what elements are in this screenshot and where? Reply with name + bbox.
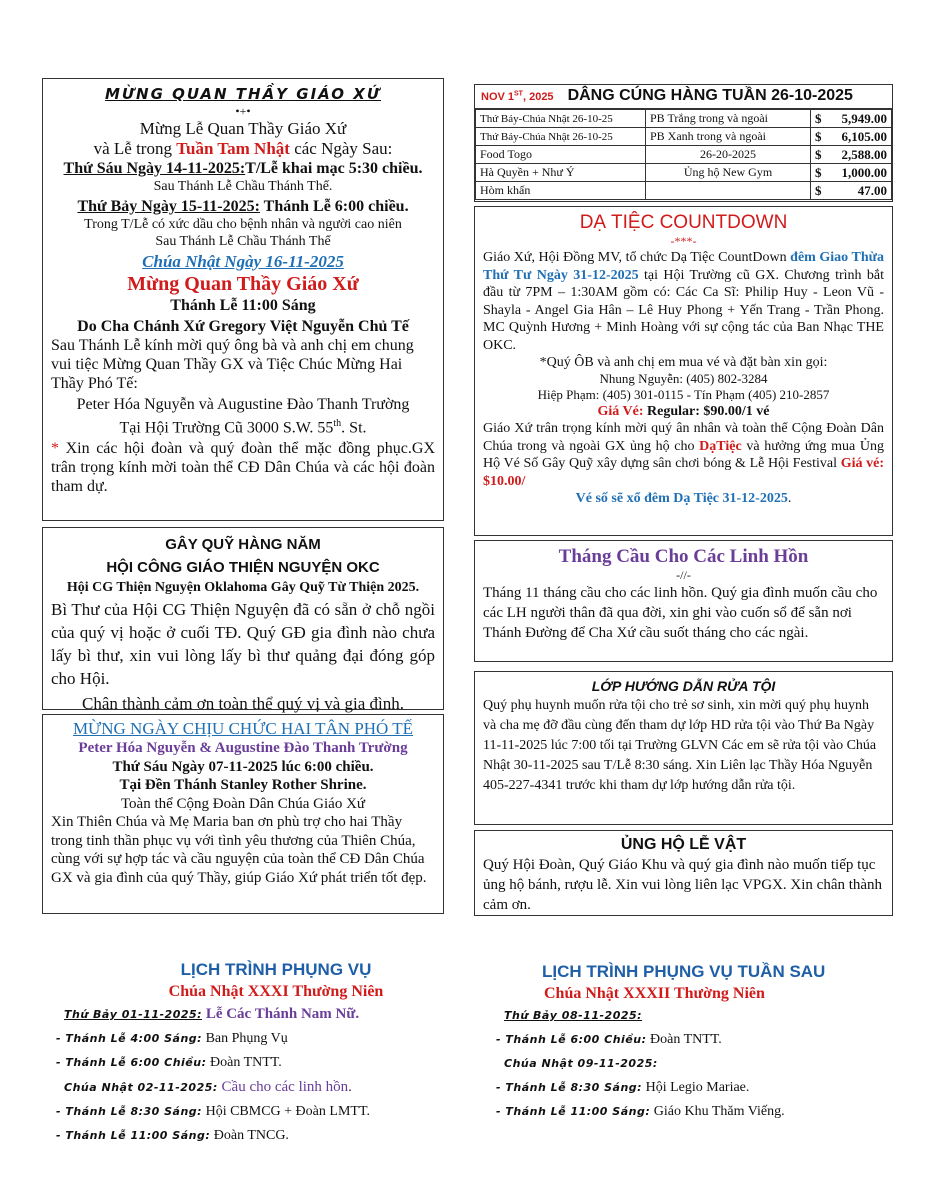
annual-fundraiser-box — [42, 527, 444, 713]
next-week-schedule — [496, 960, 906, 1124]
fundraiser-title: GÂY QUỸ HÀNG NĂM — [165, 536, 321, 553]
uniform-invite: * Xin các hội đoàn và quý đoàn thể mặc đồng phục.GX trân trọng kính mời toàn thể CĐ Dân Chúa và các hội đoàn tham dự. — [51, 439, 435, 495]
ordination-place: Tại Đền Thánh Stanley Rother Shrine. — [119, 777, 367, 793]
fundraiser-line: Hội CG Thiện Nguyện Oklahoma Gây Quỹ Từ Thiện 2025. — [66, 580, 420, 595]
fundraiser-thanks: Chân thành cảm ơn toàn thể quý vị và gia đình. — [81, 694, 404, 713]
table-row: Hòm khấn $ 47.00 — [476, 182, 892, 200]
after-mass-invite: Sau Thánh Lễ kính mời quý ông bà và anh chị em chung vui tiệc Mừng Quan Thầy GX và Tiệc Chúc Mừng Hai Thầy Phó Tế: — [51, 336, 414, 392]
offering-body: Quý Hội Đoàn, Quý Giáo Khu và quý gia đình nào muốn tiếp tục ủng hộ bánh, rượu lễ. Xin vui lòng liên lạc VPGX. Xin chân thành cảm ơn. — [483, 857, 883, 913]
venue: Tại Hội Trường Cũ 3000 S.W. 55th. St. — [119, 417, 367, 436]
weekly-donation-box — [474, 84, 893, 202]
schedule-row: - Thánh Lễ 8:30 Sáng: Hội CBMCG + Đoàn LMTT. — [56, 1104, 370, 1119]
phone-2: Hiệp Phạm: (405) 301-0115 - Tín Phạm (405) 210-2857 — [537, 387, 830, 402]
schedule-row: - Thánh Lễ 11:00 Sáng: Đoàn TNCG. — [56, 1128, 289, 1143]
souls-sep: -//- — [676, 568, 691, 582]
schedule-row: - Thánh Lễ 4:00 Sáng: Ban Phụng Vụ — [56, 1031, 288, 1046]
sunday-mass: Thánh Lễ 11:00 Sáng — [170, 296, 316, 314]
countdown-contact: *Quý ÔB và anh chị em mua vé và đặt bàn xin gọi: — [539, 355, 828, 370]
patron-line2: và Lễ trong Tuần Tam Nhật các Ngày Sau: — [93, 138, 393, 158]
deacon-names: Peter Hóa Nguyễn và Augustine Đào Thanh Trường — [76, 395, 410, 413]
sunday-title: Mừng Quan Thầy Giáo Xứ — [127, 272, 359, 295]
celebrant: Do Cha Chánh Xứ Gregory Việt Nguyễn Chủ Tế — [77, 317, 409, 335]
table-row: Thứ Bảy-Chúa Nhật 26-10-25 PB Trắng trong và ngoài $ 5,949.00 — [476, 110, 892, 128]
schedule-row: - Thánh Lễ 6:00 Chiều: Đoàn TNTT. — [56, 1055, 282, 1070]
baptism-body: Quý phụ huynh muốn rửa tội cho trẻ sơ sinh, xin mời quý phụ huynh và cha mẹ đỡ đầu cùng đến tham dự lớp HD rửa tội vào Thứ Ba Ngày 11-11-2025 lúc 7:00 tối tại Trường GLVN Các em sẽ rửa tội vào Chúa Nhật 30-11-2025 sau T/Lễ 8:30 sáng. Xin Liên lạc Thầy Hóa Nguyễn 405-227-4341 trước khi tham dự lớp hướng dẫn rửa tội. — [483, 698, 877, 793]
baptism-title: LỚP HƯỚNG DẪN RỬA TỘI — [591, 678, 776, 694]
patron-feast-title: MỪNG QUAN THẦY GIÁO XỨ — [104, 85, 382, 103]
ornament: •+• — [235, 103, 251, 118]
table-row: Hà Quyền + Như Ý Ủng hộ New Gym $ 1,000.00 — [476, 164, 892, 182]
nov-first: NOV 1ST, 2025 — [481, 90, 554, 103]
patron-line1: Mừng Lễ Quan Thầy Giáo Xứ — [139, 118, 347, 138]
ordination-names: Peter Hóa Nguyễn & Augustine Đào Thanh Trường — [78, 740, 408, 756]
next-schedule-sub: Chúa Nhật XXXII Thường Niên — [544, 985, 765, 1002]
schedule-row: - Thánh Lễ 11:00 Sáng: Giáo Khu Thăm Viếng. — [496, 1104, 785, 1119]
souls-month-box — [474, 540, 893, 662]
ordination-date: Thứ Sáu Ngày 07-11-2025 lúc 6:00 chiều. — [112, 758, 374, 775]
next-schedule-day1: Thứ Bảy 08-11-2025: — [504, 1009, 643, 1022]
offering-box — [474, 830, 893, 916]
schedule-title: LỊCH TRÌNH PHỤNG VỤ — [180, 960, 372, 979]
raffle-draw: Vé số sẽ xổ đêm Dạ Tiệc 31-12-2025. — [575, 491, 792, 506]
ordination-prayer: Xin Thiên Chúa và Mẹ Maria ban ơn phù trợ cho hai Thầy trong tinh thần phục vụ với tình yêu thương của Thiên Chúa, cùng với sự hợp tác và cầu nguyện của toàn thể CĐ Dân Chúa GX và gia đình của quý Thầy, giúp Giáo Xứ phát triển tốt đẹp. — [51, 814, 427, 886]
next-schedule-day2: Chúa Nhật 09-11-2025: — [504, 1057, 658, 1070]
ordination-box — [42, 714, 444, 914]
schedule-sub: Chúa Nhật XXXI Thường Niên — [168, 983, 384, 1000]
countdown-box — [474, 206, 893, 536]
sunday-date: Chúa Nhật Ngày 16-11-2025 — [142, 251, 344, 271]
table-row: Food Togo 26-20-2025 $ 2,588.00 — [476, 146, 892, 164]
liturgy-schedule — [56, 958, 456, 1148]
patron-feast-box — [42, 78, 444, 521]
countdown-stars: -***- — [670, 234, 697, 248]
offering-title: ỦNG HỘ LỄ VẬT — [620, 836, 747, 853]
ordination-community: Toàn thể Cộng Đoàn Dân Chúa Giáo Xứ — [120, 795, 366, 812]
saturday-note1: Trong T/Lễ có xức dầu cho bệnh nhân và người cao niên — [84, 216, 402, 232]
saturday-line: Thứ Bảy Ngày 15-11-2025: Thánh Lễ 6:00 chiều. — [77, 197, 409, 215]
next-schedule-title: LỊCH TRÌNH PHỤNG VỤ TUẦN SAU — [542, 962, 826, 981]
fundraiser-body: Bì Thư của Hội CG Thiện Nguyện đã có sẵn ở chỗ ngồi của quý vị hoặc ở cuối TĐ. Quý GĐ gia đình nào chưa lấy bì thư, xin vui lòng lấy bì thư quảng đại đóng góp cho Hội. — [51, 600, 435, 688]
schedule-day2: Chúa Nhật 02-11-2025: Cầu cho các linh hồn. — [64, 1079, 352, 1095]
schedule-row: - Thánh Lễ 8:30 Sáng: Hội Legio Mariae. — [496, 1080, 750, 1095]
countdown-title: DẠ TIỆC COUNTDOWN — [579, 212, 788, 233]
souls-body: Tháng 11 tháng cầu cho các linh hồn. Quý gia đình muốn cầu cho các LH người thân đã qua đời, xin ghi vào cuốn sổ để sẵn nơi Thánh Đường để Cha Xứ cầu suốt tháng cho các ngài. — [483, 585, 878, 641]
souls-title: Tháng Cầu Cho Các Linh Hồn — [558, 546, 809, 567]
ticket-price: Giá Vé: Regular: $90.00/1 vé — [597, 404, 770, 419]
saturday-note2: Sau Thánh Lễ Chầu Thánh Thể — [155, 233, 331, 249]
ordination-title: MỪNG NGÀY CHỊU CHỨC HAI TÂN PHÓ TẾ — [72, 719, 414, 738]
table-row: Thứ Bảy-Chúa Nhật 26-10-25 PB Xanh trong và ngoài $ 6,105.00 — [476, 128, 892, 146]
baptism-class-box — [474, 671, 893, 825]
schedule-row: - Thánh Lễ 6:00 Chiều: Đoàn TNTT. — [496, 1032, 722, 1047]
donation-header — [475, 85, 892, 109]
friday-line: Thứ Sáu Ngày 14-11-2025:T/Lễ khai mạc 5:30 chiều. — [63, 159, 423, 177]
countdown-body: Giáo Xứ, Hội Đồng MV, tổ chức Dạ Tiệc CountDown đêm Giao Thừa Thứ Tư Ngày 31-12-2025 tại Hội Trường cũ GX. Chương trình bắt đầu từ 7PM – 1:30AM gồm có: Các Ca Sĩ: Philip Huy - Leon Vũ - Shayla - Angel Gia Hân – Lê Huy Phong + Yến Trang - Trần Phong. MC Quỳnh Hương + Minh Hoàng với sự cộng tác của Ban Nhạc THE OKC. — [483, 250, 885, 353]
schedule-day1: Thứ Bảy 01-11-2025: Lễ Các Thánh Nam Nữ. — [64, 1006, 360, 1022]
countdown-support: Giáo Xứ trân trọng kính mời quý ân nhân và toàn thể Cộng Đoàn Dân Chúa trong và ngoài GX ủng hộ cho DạTiệc và hưởng ứng mua Ủng Hộ Vé Số Gây Quỹ xây dựng sân chơi bóng & Lễ Hội Festival Giá vé: $10.00/ — [483, 421, 885, 489]
fundraiser-subtitle: HỘI CÔNG GIÁO THIỆN NGUYỆN OKC — [106, 558, 380, 576]
phone-1: Nhung Nguyễn: (405) 802-3284 — [599, 371, 768, 386]
donation-title: DÂNG CÚNG HÀNG TUẦN 26-10-2025 — [567, 87, 853, 104]
friday-note: Sau Thánh Lễ Chầu Thánh Thể. — [153, 178, 333, 194]
donation-table — [475, 109, 892, 200]
